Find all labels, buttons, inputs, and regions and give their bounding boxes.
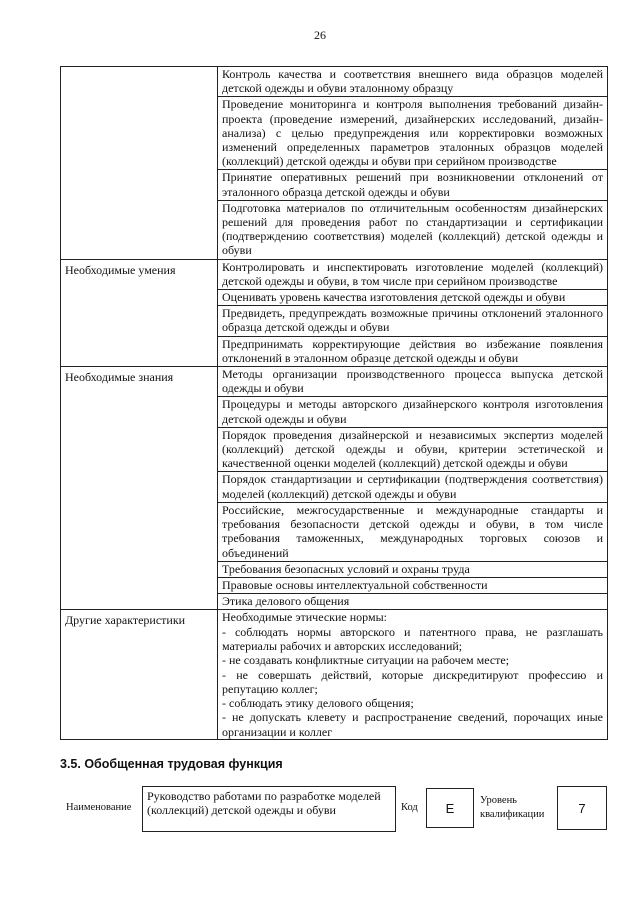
list-item: Российские, межгосударственные и международные стандарты и требования безопасности детской одежды и обуви, в том числе требования таможенных, международных торговых союзов и объединений bbox=[218, 503, 607, 562]
text-line: - не допускать клевету и распространение сведений, порочащих иные организации и коллег bbox=[222, 710, 603, 739]
list-item: Контроль качества и соответствия внешнего вида образцов моделей детской одежды и обуви эталонному образцу bbox=[218, 67, 607, 97]
items-cell bbox=[218, 367, 608, 610]
text-line: - не совершать действий, которые дискредитируют профессию и репутацию коллег; bbox=[222, 667, 603, 696]
table-row bbox=[61, 610, 608, 740]
row-label: Другие характеристики bbox=[61, 610, 218, 740]
list-item: Требования безопасных условий и охраны труда bbox=[218, 562, 607, 578]
level-value-field: 7 bbox=[557, 786, 607, 830]
items-cell bbox=[218, 67, 608, 260]
list-item: Подготовка материалов по отличительным особенностям дизайнерских решений для проведения работ по стандартизации и сертификации (подтверждению соответствия) моделей (коллекций) детской одежды и обуви bbox=[222, 200, 603, 258]
text-line: - соблюдать этику делового общения; bbox=[222, 696, 414, 711]
list-item: Этика делового общения bbox=[222, 594, 350, 609]
row-label: Необходимые умения bbox=[61, 259, 218, 366]
list-item: Контролировать и инспектировать изготовление моделей (коллекций) детской одежды и обуви, в том числе при серийном производстве bbox=[218, 260, 607, 290]
list-item: Методы организации производственного процесса выпуска детской одежды и обуви bbox=[218, 367, 607, 397]
table-row bbox=[61, 67, 608, 260]
text-line: - соблюдать нормы авторского и патентного права, не разглашать материалы рабочих и авторских исследований; bbox=[222, 624, 603, 653]
list-item: Порядок стандартизации и сертификации (подтверждения соответствия) моделей (коллекций) детской одежды и обуви bbox=[218, 472, 607, 502]
row-label: Необходимые знания bbox=[61, 367, 218, 610]
code-label: Код bbox=[401, 802, 418, 813]
list-item: Проведение мониторинга и контроля выполнения требований дизайн-проекта (проведение измерений, дизайнерских исследований, дизайн-анализа) с целью предупреждения или корректировки возможных изменений определенных параметров эталонных образцов моделей (коллекций) детской одежды и обуви при серийном производстве bbox=[218, 97, 607, 170]
function-name-field: Руководство работами по разработке моделей (коллекций) детской одежды и обуви bbox=[142, 786, 396, 832]
text-line: - не создавать конфликтные ситуации на рабочем месте; bbox=[222, 653, 510, 668]
list-item: Правовые основы интеллектуальной собственности bbox=[218, 578, 607, 594]
code-value-field: E bbox=[426, 788, 474, 828]
items-cell bbox=[218, 259, 608, 366]
list-item: Принятие оперативных решений при возникновении отклонений от эталонного образца детской одежды и обуви bbox=[218, 170, 607, 200]
level-label: Уровень квалификации bbox=[480, 795, 545, 820]
list-item: Оценивать уровень качества изготовления детской одежды и обуви bbox=[218, 290, 607, 306]
table-row bbox=[61, 367, 608, 610]
section-heading: 3.5. Обобщенная трудовая функция bbox=[60, 757, 283, 771]
list-item: Процедуры и методы авторского дизайнерского контроля изготовления детской одежды и обуви bbox=[218, 397, 607, 427]
row-label bbox=[61, 67, 218, 260]
list-item: Порядок проведения дизайнерской и независимых экспертиз моделей (коллекций) детской одежды и обуви, критерии эстетической и качественной оценки моделей (коллекций) детской одежды и обуви bbox=[218, 428, 607, 473]
list-item: Предпринимать корректирующие действия во избежание появления отклонений в эталонном образце детской одежды и обуви bbox=[222, 336, 603, 365]
list-item: Предвидеть, предупреждать возможные причины отклонений эталонного образца детской одежды и обуви bbox=[218, 306, 607, 336]
table-row bbox=[61, 259, 608, 366]
page-number: 26 bbox=[314, 28, 326, 42]
competency-table bbox=[60, 66, 608, 740]
items-cell bbox=[218, 610, 608, 740]
text-line: Необходимые этические нормы: bbox=[222, 610, 387, 625]
function-info-row bbox=[60, 786, 620, 836]
name-label: Наименование bbox=[66, 802, 132, 813]
